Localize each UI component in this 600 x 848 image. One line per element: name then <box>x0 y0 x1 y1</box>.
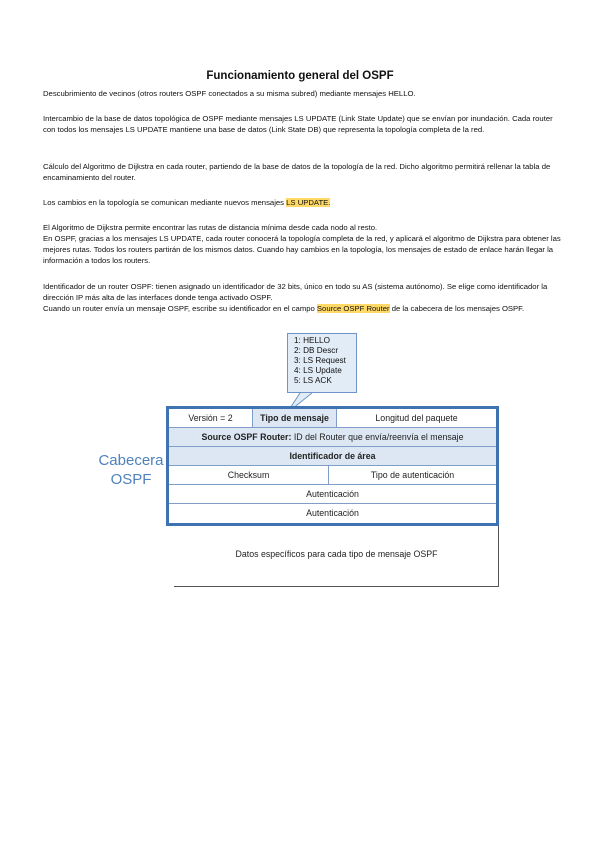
area-id-cell: Identificador de área <box>289 451 376 461</box>
version-cell: Versión = 2 <box>169 409 253 427</box>
source-ospf-router-highlight: Source OSPF Router <box>316 304 390 313</box>
source-field-text: Cuando un router envía un mensaje OSPF, escribe su identificador en el campo <box>43 304 317 313</box>
header-row-4 <box>169 466 496 485</box>
authentication-cell: Autenticación <box>306 489 359 499</box>
ospf-header-table <box>166 406 499 526</box>
source-field-text-end: de la cabecera de los mensajes OSPF. <box>389 304 525 313</box>
header-label <box>90 451 172 489</box>
header-row-2 <box>169 428 496 447</box>
header-label-line2: OSPF <box>110 471 152 488</box>
message-data-label: Datos específicos para cada tipo de mensaje OSPF <box>235 549 438 559</box>
ls-update-highlight: LS UPDATE. <box>286 198 331 207</box>
paragraph-dijkstra-intro: El Algoritmo de Dijkstra permite encontrar las rutas de distancia mínima desde cada nodo al resto. <box>43 223 378 232</box>
message-type-item: 2: DB Descr <box>294 346 339 355</box>
page-title: Funcionamiento general del OSPF <box>206 70 394 82</box>
header-row-3 <box>169 447 496 466</box>
message-type-item: 1: HELLO <box>294 336 330 345</box>
header-label-line1: Cabecera <box>98 452 164 469</box>
topology-changes-text: Los cambios en la topología se comunican mediante nuevos mensajes <box>43 198 287 207</box>
packet-length-cell: Longitud del paquete <box>375 413 458 423</box>
header-row-6 <box>169 504 496 523</box>
paragraph-dijkstra-ospf: En OSPF, gracias a los mensajes LS UPDATE, cada router conocerá la topología completa de la red, y aplicará el algoritmo de Dijkstra para obtener las mejores rutas. Todos los routers partirán de los mismos datos. Cuando hay cambios en la topología, los mensajes de estado de enlace harán llegar la información a todos los routers. <box>43 234 561 265</box>
source-router-cell <box>169 428 496 446</box>
message-type-cell: Tipo de mensaje <box>253 409 337 427</box>
message-type-item: 3: LS Request <box>294 356 346 365</box>
message-type-item: 4: LS Update <box>294 366 342 375</box>
paragraph-database-exchange: Intercambio de la base de datos topológica de OSPF mediante mensajes LS UPDATE (Link State Update) que se envían por inundación. Cada router con todos los mensajes LS UPDATE mantiene una base de datos (Link State DB) que representa la topología completa de la red. <box>43 114 553 134</box>
source-router-desc: ID del Router que envía/reenvía el mensaje <box>291 432 464 442</box>
auth-type-cell: Tipo de autenticación <box>370 470 455 480</box>
header-row-5 <box>169 485 496 504</box>
checksum-cell: Checksum <box>169 466 329 484</box>
authentication-cell: Autenticación <box>306 508 359 518</box>
paragraph-dijkstra-calc: Cálculo del Algoritmo de Dijkstra en cada router, partiendo de la base de datos de la topología de la red. Dicho algoritmo permitirá rellenar la tabla de encaminamiento del router. <box>43 162 551 182</box>
header-row-1 <box>169 409 496 428</box>
message-type-item: 5: LS ACK <box>294 376 332 385</box>
paragraph-neighbor-discovery: Descubrimiento de vecinos (otros routers OSPF conectados a su misma subred) mediante mensajes HELLO. <box>43 89 416 98</box>
source-router-label: Source OSPF Router: <box>201 432 292 442</box>
paragraph-router-id: Identificador de un router OSPF: tienen asignado un identificador de 32 bits, único en todo su AS (sistema autónomo). Se elige como identificador la dirección IP más alta de las interfaces donde tenga activado OSPF. <box>43 282 548 302</box>
